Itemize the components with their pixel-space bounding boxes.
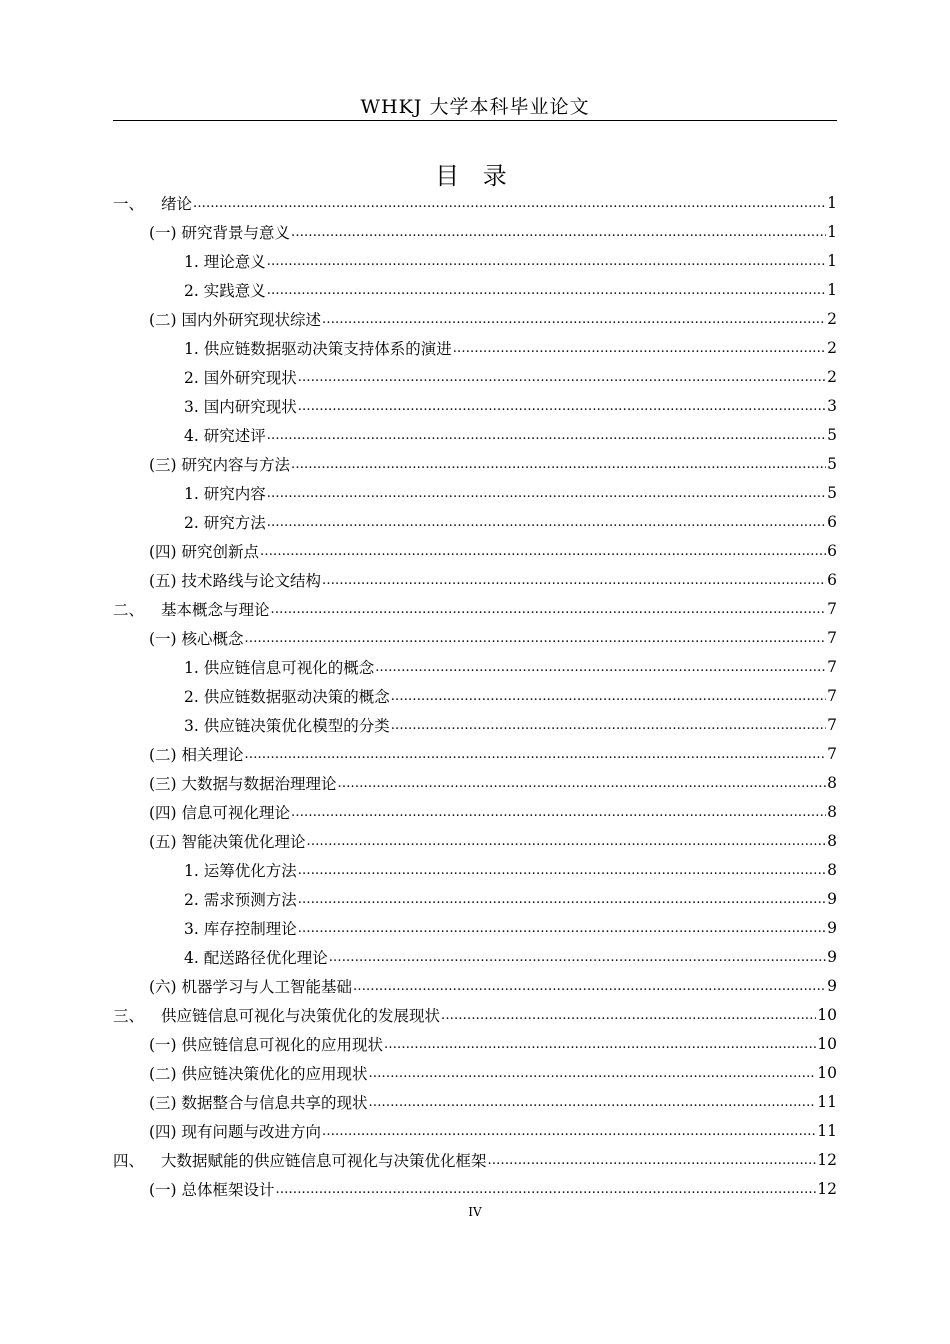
page-header: WHKJ 大学本科毕业论文 [360,96,590,118]
toc-entry[interactable] [113,971,837,1000]
toc-entry-page: 9 [827,976,837,995]
dot-leader [271,599,827,619]
toc-entry-page: 7 [827,599,837,618]
toc-entry[interactable] [113,594,837,623]
toc-entry-page: 9 [827,889,837,908]
toc-entry-label: 大数据赋能的供应链信息可视化与决策优化框架 [161,1151,487,1170]
dot-leader [267,425,826,445]
dot-leader [391,686,826,706]
dot-leader [291,222,826,242]
toc-entry[interactable] [113,217,837,246]
dot-leader [338,773,827,793]
toc-entry-page: 1 [827,222,837,241]
toc-entry-label: (一) 核心概念 [149,629,244,648]
dot-leader [369,1063,817,1083]
toc-entry-page: 9 [827,918,837,937]
toc-entry-page: 10 [817,1063,837,1082]
toc-entry[interactable] [113,739,837,768]
toc-entry-page: 2 [827,309,837,328]
toc-entry-label: 3. 供应链决策优化模型的分类 [184,716,390,735]
toc-entry-page: 1 [827,280,837,299]
toc-entry-label: 基本概念与理论 [161,600,270,619]
dot-leader [276,1179,817,1199]
toc-entry[interactable] [113,1174,837,1203]
header-rule [113,120,837,121]
toc-entry-label: (三) 数据整合与信息共享的现状 [149,1093,368,1112]
toc-entry-page: 7 [827,686,837,705]
toc-entry-label: 1. 供应链信息可视化的概念 [184,658,375,677]
toc-entry[interactable] [113,275,837,304]
toc-entry[interactable] [113,449,837,478]
toc-entry[interactable] [113,507,837,536]
toc-entry-page: 7 [827,744,837,763]
toc-entry-page: 2 [827,367,837,386]
toc-entry[interactable] [113,565,837,594]
dot-leader [267,251,826,271]
toc-entry[interactable] [113,1087,837,1116]
toc-entry-label: (一) 研究背景与意义 [149,223,291,242]
toc-entry[interactable] [113,362,837,391]
dot-leader [322,570,826,590]
toc-entry-page: 8 [827,802,837,821]
dot-leader [453,338,826,358]
dot-leader [329,947,826,967]
toc-entry[interactable] [113,681,837,710]
dot-leader [245,744,827,764]
toc-entry-label: 2. 实践意义 [184,281,266,300]
dot-leader [369,1092,817,1112]
toc-entry[interactable] [113,333,837,362]
dot-leader [488,1150,817,1170]
toc-entry-label: 3. 库存控制理论 [184,919,297,938]
toc-entry[interactable] [113,855,837,884]
toc-entry-page: 6 [827,570,837,589]
toc-entry-page: 12 [817,1179,837,1198]
toc-entry-label: 4. 研究述评 [184,426,266,445]
toc-entry-page: 12 [817,1150,837,1169]
toc-entry[interactable] [113,826,837,855]
toc-entry[interactable] [113,884,837,913]
toc-entry-label: 4. 配送路径优化理论 [184,948,328,967]
dot-leader [291,802,826,822]
toc-entry[interactable] [113,536,837,565]
toc-entry-label: 1. 理论意义 [184,252,266,271]
dot-leader [298,396,826,416]
toc-entry-page: 8 [827,831,837,850]
dot-leader [298,889,826,909]
toc-entry-number: 四、 [113,1151,145,1170]
toc-entry[interactable] [113,623,837,652]
toc-entry-label: 2. 需求预测方法 [184,890,297,909]
toc-entry[interactable] [113,188,837,217]
toc-entry[interactable] [113,1029,837,1058]
toc-entry-label: 2. 供应链数据驱动决策的概念 [184,687,390,706]
dot-leader [384,1034,816,1054]
toc-entry[interactable] [113,652,837,681]
toc-entry-label: (五) 智能决策优化理论 [149,832,306,851]
dot-leader [375,657,826,677]
toc-entry-label: 2. 研究方法 [184,513,266,532]
toc-entry-label: (四) 现有问题与改进方向 [149,1122,322,1141]
toc-entry[interactable] [113,1116,837,1145]
toc-entry[interactable] [113,942,837,971]
toc-entry-page: 5 [827,425,837,444]
toc-entry-label: 供应链信息可视化与决策优化的发展现状 [161,1006,441,1025]
toc-entry[interactable] [113,391,837,420]
toc-entry-page: 5 [827,454,837,473]
toc-entry-label: (四) 研究创新点 [149,542,260,561]
toc-entry-page: 8 [827,773,837,792]
dot-leader [391,715,826,735]
toc-entry-page: 10 [817,1034,837,1053]
toc-entry-label: 1. 运筹优化方法 [184,861,297,880]
dot-leader [353,976,826,996]
toc-entry-number: 三、 [113,1006,145,1025]
toc-entry[interactable] [113,304,837,333]
toc-entry-page: 10 [817,1005,837,1024]
toc-entry-label: 绪论 [161,194,193,213]
toc-entry-page: 1 [827,251,837,270]
toc-entry-page: 7 [827,657,837,676]
toc-entry-label: 1. 供应链数据驱动决策支持体系的演进 [184,339,452,358]
toc-entry-label: (二) 供应链决策优化的应用现状 [149,1064,368,1083]
toc-entry[interactable] [113,768,837,797]
dot-leader [267,483,826,503]
dot-leader [322,309,826,329]
dot-leader [267,512,826,532]
toc-entry-page: 3 [827,396,837,415]
toc-entry-page: 9 [827,947,837,966]
toc-entry-page: 1 [827,193,837,212]
dot-leader [322,1121,816,1141]
toc-entry-label: 1. 研究内容 [184,484,266,503]
toc-entry-page: 7 [827,628,837,647]
toc-entry[interactable] [113,246,837,275]
toc-entry-label: 2. 国外研究现状 [184,368,297,387]
toc-entry-label: (四) 信息可视化理论 [149,803,291,822]
dot-leader [245,628,827,648]
toc-entry-label: (二) 相关理论 [149,745,244,764]
toc-title: 目 录 [435,162,515,190]
toc-entry[interactable] [113,1145,837,1174]
toc-entry-number: 一、 [113,194,145,213]
toc-entry[interactable] [113,478,837,507]
toc-entry-page: 7 [827,715,837,734]
toc-entry-label: (一) 总体框架设计 [149,1180,275,1199]
toc-entry-page: 6 [827,512,837,531]
toc-entry-label: (三) 大数据与数据治理理论 [149,774,337,793]
dot-leader [193,193,826,213]
dot-leader [441,1005,816,1025]
toc-entry-label: (三) 研究内容与方法 [149,455,291,474]
toc-entry-label: (五) 技术路线与论文结构 [149,571,322,590]
page-number: IV [468,1205,482,1219]
toc-entry[interactable] [113,1058,837,1087]
dot-leader [267,280,826,300]
toc-entry[interactable] [113,913,837,942]
table-of-contents [113,188,837,1203]
toc-entry[interactable] [113,710,837,739]
toc-entry[interactable] [113,797,837,826]
toc-entry[interactable] [113,1000,837,1029]
dot-leader [298,860,826,880]
dot-leader [298,367,826,387]
toc-entry-page: 8 [827,860,837,879]
dot-leader [307,831,827,851]
toc-entry-label: (二) 国内外研究现状综述 [149,310,322,329]
toc-entry-label: (一) 供应链信息可视化的应用现状 [149,1035,384,1054]
toc-entry-label: (六) 机器学习与人工智能基础 [149,977,353,996]
toc-entry-label: 3. 国内研究现状 [184,397,297,416]
toc-entry[interactable] [113,420,837,449]
toc-entry-page: 11 [817,1121,837,1140]
toc-entry-number: 二、 [113,600,145,619]
dot-leader [260,541,826,561]
toc-entry-page: 11 [817,1092,837,1111]
toc-entry-page: 6 [827,541,837,560]
toc-entry-page: 5 [827,483,837,502]
dot-leader [298,918,826,938]
dot-leader [291,454,826,474]
toc-entry-page: 2 [827,338,837,357]
